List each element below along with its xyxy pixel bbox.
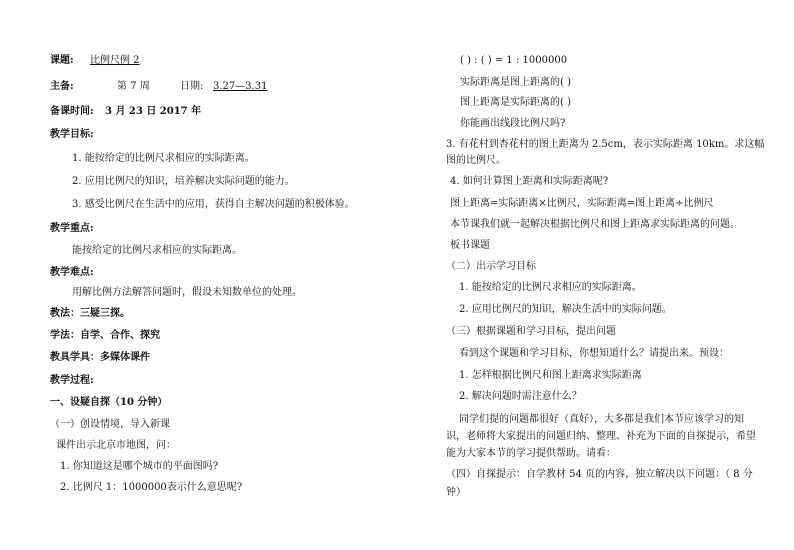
key-heading: 教学重点: [50, 223, 94, 234]
key-text: 能按给定的比例尺求相应的实际距离。 [72, 245, 242, 256]
courseware-line: 课件出示北京市地图，问： [56, 440, 176, 451]
goals-heading: 教学目标: [50, 129, 94, 140]
question-3-line-1: 3. 有花村到杏花村的图上距离为 2.5cm，表示实际距离 10km。求这幅 [446, 139, 765, 150]
prompt-line: 看到这个课题和学习目标，你想知道什么？请提出来。预设： [459, 348, 729, 359]
week-value: 第 7 周 [117, 81, 150, 92]
goal-item-1: 1. 能按给定的比例尺求相应的实际距离。 [72, 153, 255, 164]
ratio-line: ( ) : ( ) = 1 : 1000000 [460, 55, 568, 66]
lesson-intro: 本节课我们就一起解决根据比例尺和图上距离求实际距离的问题。 [450, 219, 740, 230]
preset-question-2: 2. 解决问题时需注意什么？ [459, 391, 582, 402]
map-distance-line: 图上距离是实际距离的( ) [460, 97, 571, 108]
date-value: 3.27—3.31 [213, 81, 268, 92]
paragraph-line-2: 识，老师将大家提出的问题归纳、整理、补充为下面的自探提示，希望 [446, 431, 756, 442]
preparer-label: 主备: [50, 81, 74, 92]
date-label: 日期: [180, 81, 204, 92]
difficulty-heading: 教学难点: [50, 267, 94, 278]
sub-heading-four-line-1: （四）自探提示：自学教材 54 页的内容，独立解决以下问题：（ 8 分 [446, 469, 753, 480]
goal-item-2: 2. 应用比例尺的知识，培养解决实际问题的能力。 [72, 176, 295, 187]
learning-method: 学法：自学、合作、探究 [50, 330, 160, 341]
sub-heading-two: （二）出示学习目标 [446, 261, 536, 272]
paragraph-line-3: 能为大家本节的学习提供帮助。请看： [446, 448, 616, 459]
section-one-heading: 一、设疑自探（10 分钟） [50, 397, 168, 408]
goal-item-3: 3. 感受比例尺在生活中的应用，获得自主解决问题的积极体验。 [72, 199, 355, 210]
topic-value: 比例尺例 2 [90, 55, 140, 66]
topic-label: 课题: [50, 55, 74, 66]
formula-line: 图上距离=实际距离×比例尺，实际距离=图上距离÷比例尺 [450, 198, 714, 209]
sub-heading-three: （三）根据课题和学习目标，提出问题 [446, 326, 616, 337]
teaching-tools: 教具学具：多媒体课件 [50, 352, 150, 363]
paragraph-line-1: 同学们提的问题都很好（真好），大多都是我们本节应该学习的知 [459, 414, 744, 425]
actual-distance-line: 实际距离是图上距离的( ) [460, 77, 571, 88]
question-3-line-2: 图的比例尺。 [446, 155, 506, 166]
right-column [397, 0, 794, 550]
sub-heading-one: （一）创设情境，导入新课 [50, 419, 170, 430]
draw-scale-line: 你能画出线段比例尺吗? [460, 118, 566, 129]
teaching-method: 教法：三疑三探。 [50, 308, 130, 319]
question-2: 2. 比例尺 1：1000000表示什么意思呢? [60, 482, 243, 493]
process-heading: 教学过程: [50, 375, 94, 386]
prep-time-label: 备课时间: [50, 106, 94, 117]
learning-goal-1: 1. 能按给定的比例尺求相应的实际距离。 [459, 282, 642, 293]
prep-time-value: 3 月 23 日 2017 年 [105, 106, 202, 117]
preset-question-1: 1. 怎样根据比例尺和图上距离求实际距离 [459, 370, 642, 381]
sub-heading-four-line-2: 钟） [446, 487, 466, 498]
learning-goal-2: 2. 应用比例尺的知识，解决生活中的实际问题。 [459, 304, 672, 315]
question-4: 4. 如何计算图上距离和实际距离呢? [450, 176, 609, 187]
board-title: 板书课题 [450, 240, 490, 251]
question-1: 1. 你知道这是哪个城市的平面图吗? [60, 461, 219, 472]
difficulty-text: 用解比例方法解答问题时，假设未知数单位的处理。 [72, 287, 302, 298]
